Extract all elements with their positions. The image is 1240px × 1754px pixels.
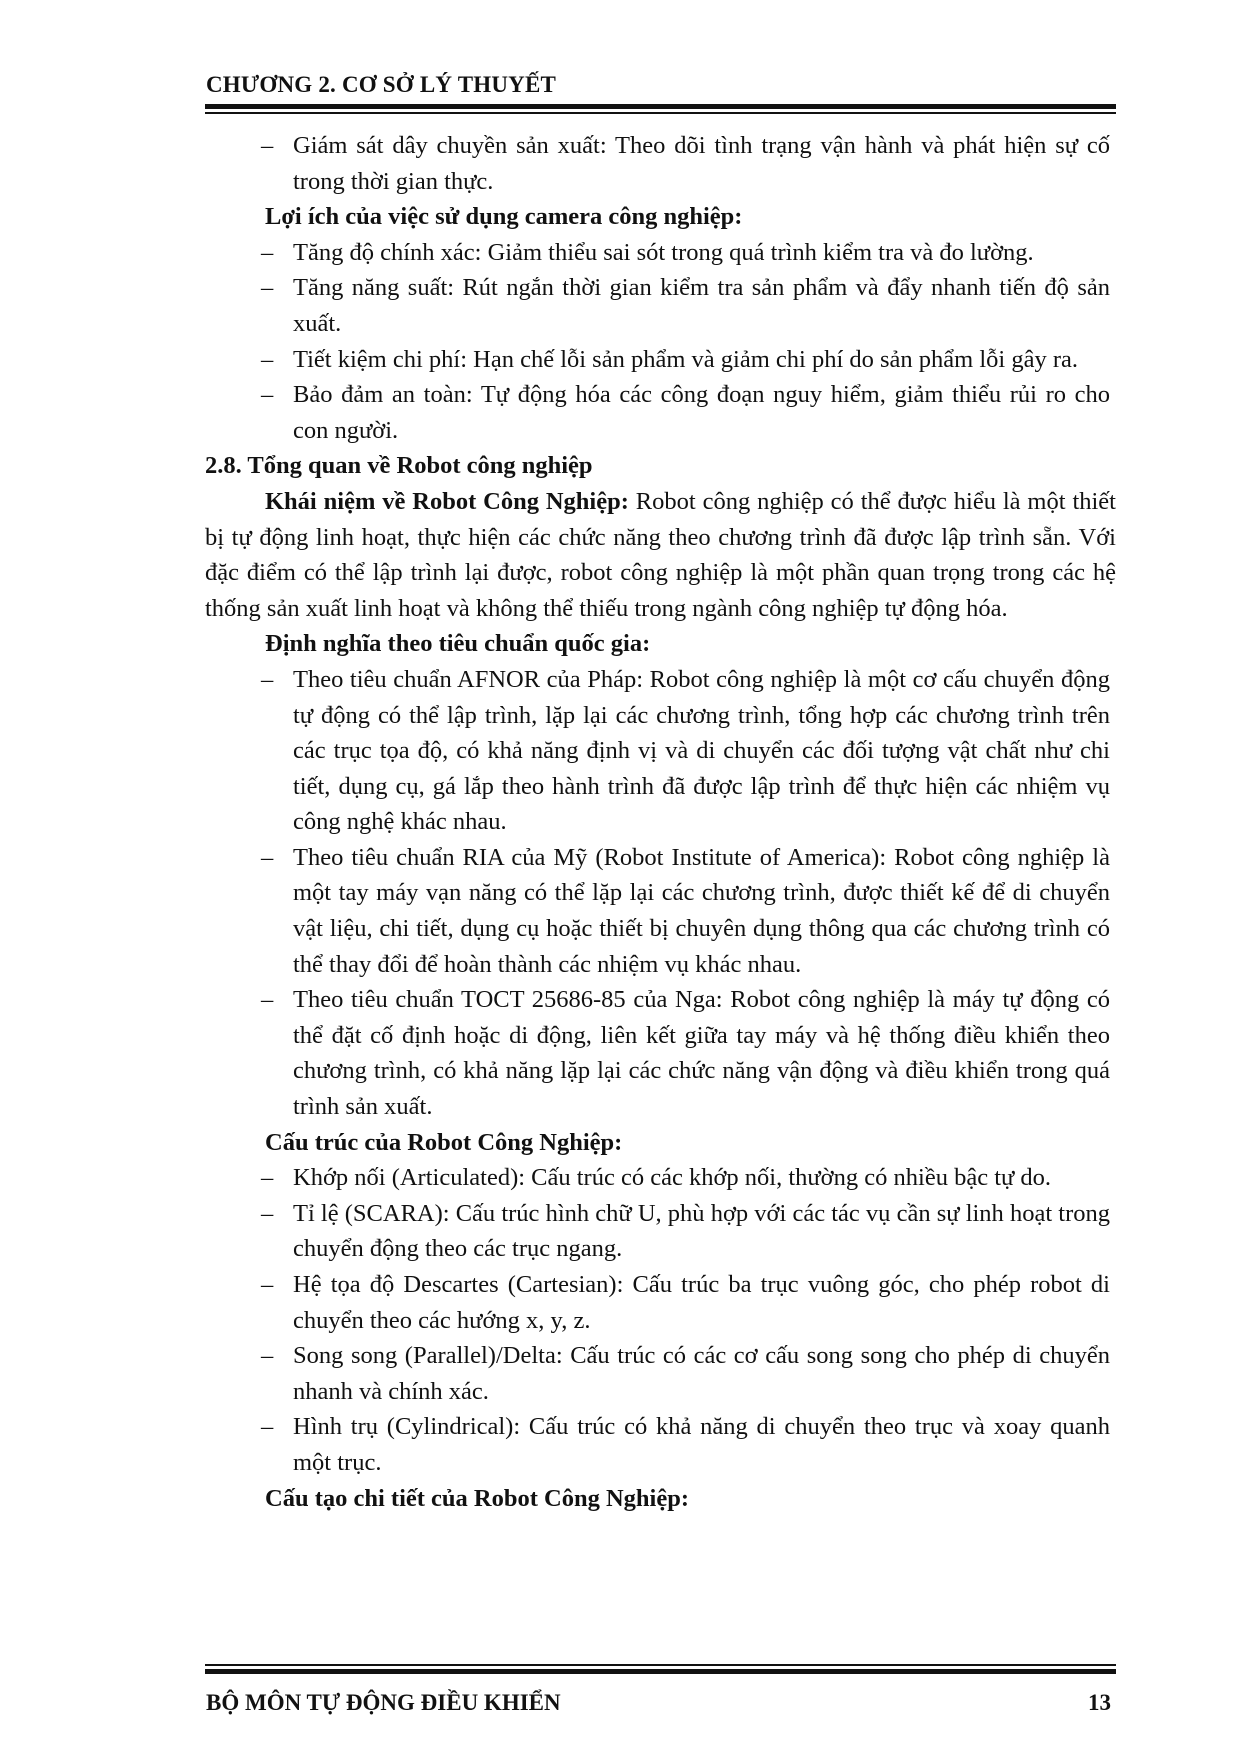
footer-department: BỘ MÔN TỰ ĐỘNG ĐIỀU KHIỂN [206, 1690, 561, 1715]
list-item [205, 342, 1116, 378]
list-item [205, 1338, 1116, 1409]
list-item [205, 1267, 1116, 1338]
structure-text: Hình trụ (Cylindrical): Cấu trúc có khả năng di chuyển theo trục và xoay quanh một trục. [293, 1413, 1110, 1476]
benefit-text: Tăng độ chính xác: Giảm thiểu sai sót trong quá trình kiểm tra và đo lường. [293, 238, 1034, 266]
list-item [205, 377, 1116, 448]
bullet-dash: – [261, 274, 274, 302]
list-item [205, 270, 1116, 341]
concept-text: Robot công nghiệp có thể được hiểu là một thiết bị tự động linh hoạt, thực hiện các chức năng theo chương trình đã được lập trình sẵn. Với đặc điểm có thể lập trình lại được, robot công nghiệp là một phần quan trọng trong các hệ thống sản xuất linh hoạt và không thể thiếu trong ngành công nghiệp tự động hóa. [205, 487, 1116, 622]
footer-rule-thick [205, 1669, 1116, 1674]
bullet-dash: – [261, 238, 274, 266]
benefit-text: Tiết kiệm chi phí: Hạn chế lỗi sản phẩm và giảm chi phí do sản phẩm lỗi gây ra. [293, 345, 1078, 373]
structure-text: Khớp nối (Articulated): Cấu trúc có các khớp nối, thường có nhiều bậc tự do. [293, 1164, 1052, 1192]
definition-text: Theo tiêu chuẩn TOCT 25686-85 của Nga: Robot công nghiệp là máy tự động có thể đặt cố định hoặc di động, liên kết giữa tay máy và hệ thống điều khiển theo chương trình, có khả năng lặp lại các chức năng vận động và điều khiển trong quá trình sản xuất. [293, 986, 1110, 1121]
monitoring-item-text: Giám sát dây chuyền sản xuất: Theo dõi tình trạng vận hành và phát hiện sự cố trong thời gian thực. [293, 132, 1110, 195]
bullet-dash: – [261, 132, 274, 159]
structure-text: Tỉ lệ (SCARA): Cấu trúc hình chữ U, phù hợp với các tác vụ cần sự linh hoạt trong chuyển động theo các trục ngang. [293, 1199, 1110, 1263]
section-heading: 2.8. Tổng quan về Robot công nghiệp [205, 452, 593, 480]
definition-text: Theo tiêu chuẩn RIA của Mỹ (Robot Institute of America): Robot công nghiệp là một tay máy vạn năng có thể lặp lại các chương trình, được thiết kế để di chuyển vật liệu, chi tiết, dụng cụ hoặc thiết bị chuyên dụng thông qua các chương trình có thể thay đổi để hoàn thành các nhiệm vụ khác nhau. [293, 843, 1110, 978]
definition-text: Theo tiêu chuẩn AFNOR của Pháp: Robot công nghiệp là một cơ cấu chuyển động tự động có thể lập trình, lặp lại các chương trình, tổng hợp các chương trình trên các trục tọa độ, có khả năng định vị và di chuyển các đối tượng vật chất như chi tiết, dụng cụ, gá lắp theo hành trình đã được lập trình để thực hiện các nhiệm vụ công nghệ khác nhau. [293, 665, 1110, 836]
footer-rule-thin [205, 1664, 1116, 1666]
benefits-heading: Lợi ích của việc sử dụng camera công nghiệp: [265, 203, 743, 231]
bullet-dash: – [261, 1271, 274, 1298]
list-item [205, 1409, 1116, 1480]
header-rule-thin [205, 112, 1116, 114]
list-item [205, 662, 1116, 840]
list-item [205, 128, 1116, 199]
bullet-dash: – [261, 843, 274, 871]
bullet-dash: – [261, 345, 274, 373]
bullet-dash: – [261, 1413, 274, 1441]
benefit-text: Bảo đảm an toàn: Tự động hóa các công đoạn nguy hiểm, giảm thiểu rủi ro cho con người. [293, 381, 1110, 444]
list-item [205, 235, 1116, 271]
structure-text: Song song (Parallel)/Delta: Cấu trúc có các cơ cấu song song cho phép di chuyển nhanh và chính xác. [293, 1342, 1110, 1405]
bullet-dash: – [261, 381, 274, 409]
page-body [205, 128, 1116, 1516]
benefit-text: Tăng năng suất: Rút ngắn thời gian kiểm tra sản phẩm và đẩy nhanh tiến độ sản xuất. [293, 274, 1110, 337]
concept-label: Khái niệm về Robot Công Nghiệp: [265, 487, 629, 515]
list-item [205, 982, 1116, 1124]
detail-heading: Cấu tạo chi tiết của Robot Công Nghiệp: [265, 1484, 689, 1512]
bullet-dash: – [261, 1342, 274, 1370]
structure-heading: Cấu trúc của Robot Công Nghiệp: [265, 1128, 623, 1156]
bullet-dash: – [261, 986, 274, 1014]
definitions-heading: Định nghĩa theo tiêu chuẩn quốc gia: [265, 630, 651, 658]
list-item [205, 1196, 1116, 1267]
structure-text: Hệ tọa độ Descartes (Cartesian): Cấu trúc ba trục vuông góc, cho phép robot di chuyển theo các hướng x, y, z. [293, 1271, 1110, 1334]
header-rule-thick [205, 104, 1116, 109]
concept-paragraph [205, 484, 1116, 626]
list-item [205, 840, 1116, 982]
bullet-dash: – [261, 665, 274, 693]
page-header-title: CHƯƠNG 2. CƠ SỞ LÝ THUYẾT [206, 72, 557, 97]
bullet-dash: – [261, 1199, 274, 1227]
bullet-dash: – [261, 1164, 274, 1192]
list-item [205, 1160, 1116, 1196]
page-number: 13 [1088, 1690, 1111, 1715]
